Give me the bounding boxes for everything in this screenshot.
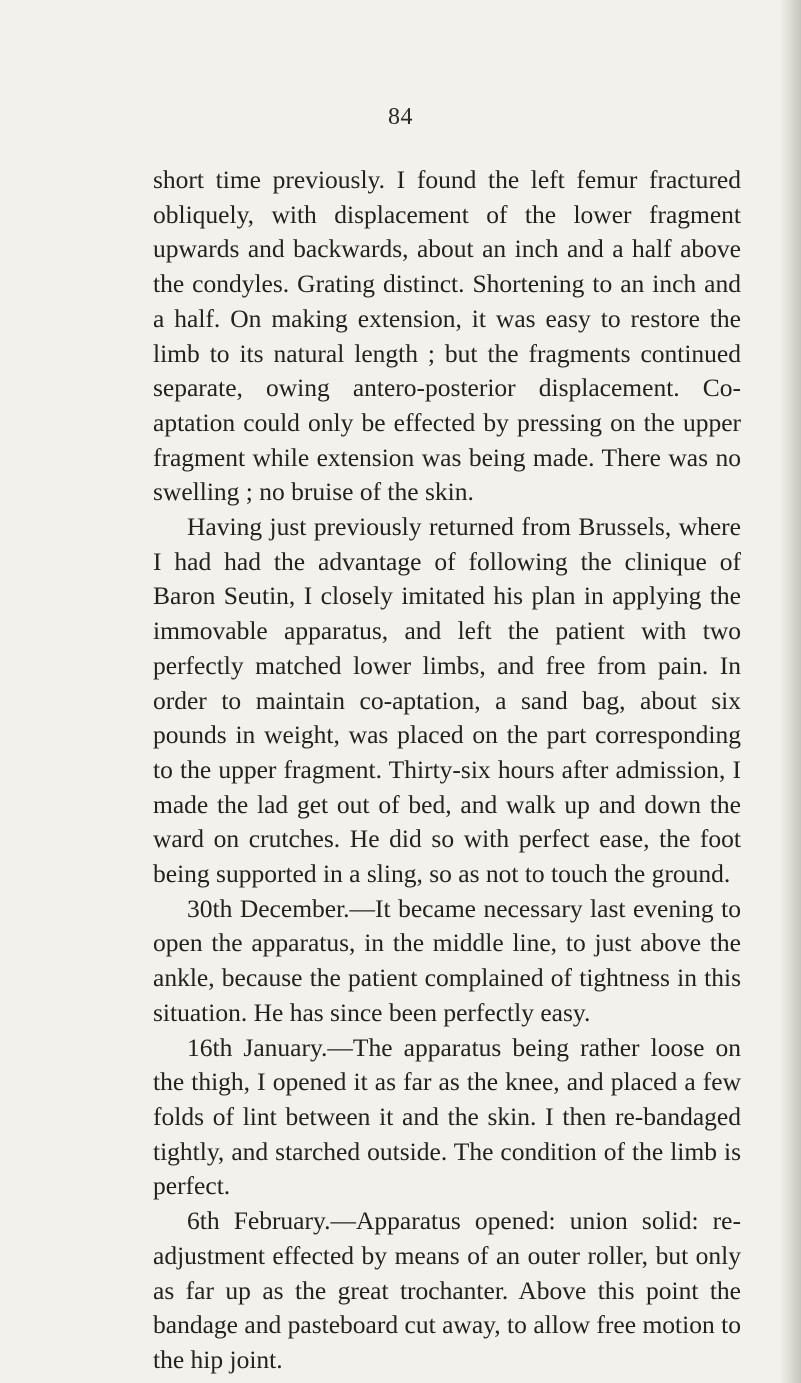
paragraph-brussels: Having just previously returned from Brussels, where I had had the advantage of following the clinique of Baron Seutin, I closely imitated his plan in applying the immovable apparatus, and left the patient with two perfectly matched lower limbs, and free from pain. In order to maintain co-aptation, a sand bag, about six pounds in weight, was placed on the part corresponding to the upper fragment. Thirty-six hours after admission, I made the lad get out of bed, and walk up and down the ward on crutches. He did so with perfect ease, the foot being supported in a sling, so as not to touch the ground.: [153, 512, 741, 889]
page-edge-shadow: [779, 0, 801, 1383]
paragraph-6th-february: 6th February.—Apparatus opened: union solid: re-adjustment effected by means of an outer roller, but only as far up as the great trochanter. Above this point the bandage and pasteboard cut away, to allow free motion to the hip joint.: [153, 1206, 741, 1374]
paragraph-continuation: short time previously. I found the left femur fractured obliquely, with displacement of the lower fragment upwards and backwards, about an inch and a half above the condyles. Grating distinct. Shortening to an inch and a half. On making extension, it was easy to restore the limb to its natural length ; but the fragments continued separate, owing antero-posterior displacement. Co-aptation could only be effected by pressing on the upper fragment while extension was being made. There was no swelling ; no bruise of the skin.: [153, 165, 741, 507]
paragraph-30th-december: 30th December.—It became necessary last evening to open the apparatus, in the middle line, to just above the ankle, because the patient complained of tightness in this situation. He has since been perfectly easy.: [153, 893, 741, 1027]
page-number: 84: [388, 104, 413, 130]
paragraph-16th-january: 16th January.—The apparatus being rather loose on the thigh, I opened it as far as the knee, and placed a few folds of lint between it and the skin. I then re-bandaged tightly, and starched outside. The condition of the limb is perfect.: [153, 1032, 741, 1201]
body-text: [153, 163, 741, 1378]
